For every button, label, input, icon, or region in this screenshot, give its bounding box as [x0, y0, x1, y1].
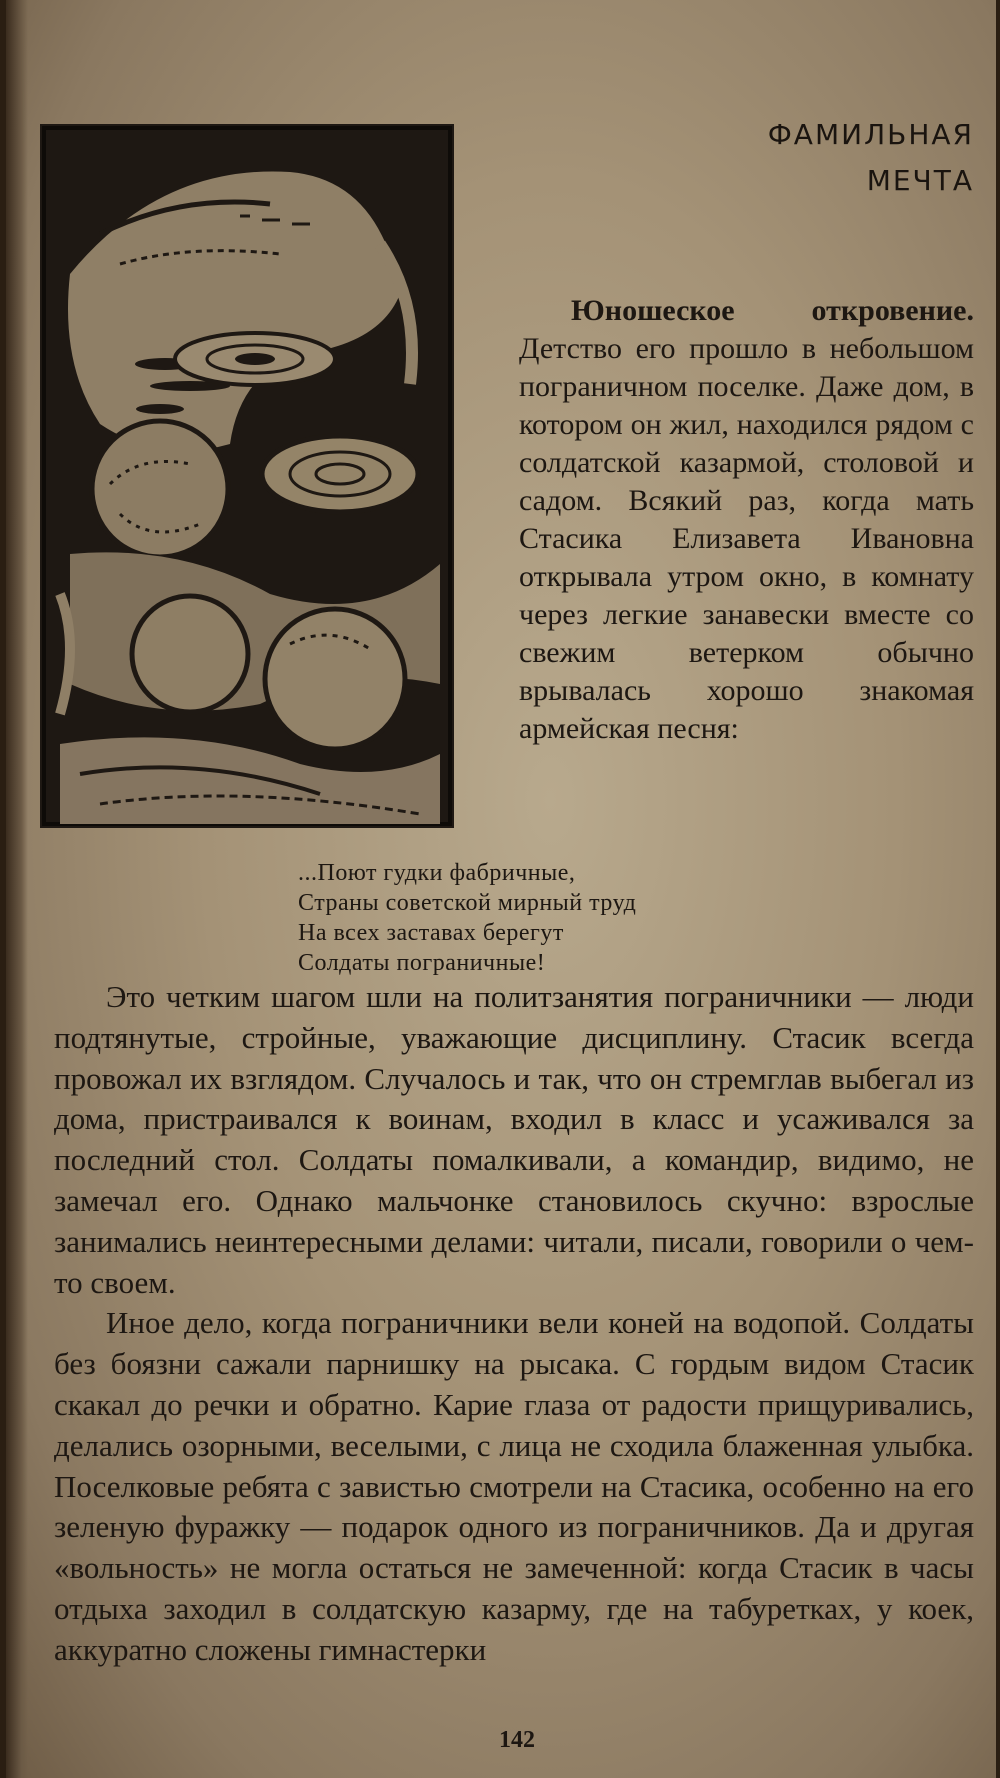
paragraph: Это четким шагом шли на политзанятия пограничники — люди подтянутые, стройные, уважающие дисциплину. Стасик всегда провожал их взглядом. Случалось и так, что он стремглав выбегал из дома, пристраивался к воинам, входил в класс и усаживался за последний стол. Солдаты помалкивали, а командир, видимо, не замечал его. Однако мальчонке становилось скучно: взрослые занимались неинтересными делами: читали, писали, говорили о чем-то своем.: [54, 979, 974, 1300]
book-page: [6, 0, 996, 1778]
section-lead: Юношеское откровение.: [571, 294, 974, 327]
poem-line: На всех заставах берегут: [298, 920, 564, 946]
woodcut-illustration: [40, 124, 454, 828]
page-number: 142: [499, 1727, 535, 1753]
chapter-heading-line-1: ФАМИЛЬНАЯ: [767, 118, 974, 151]
book-spine-shadow: [6, 0, 28, 1778]
column-paragraph: [519, 292, 974, 748]
poem-line: Солдаты пограничные!: [298, 950, 546, 976]
column-body: Детство его прошло в небольшом пограничном поселке. Даже дом, в котором он жил, находился рядом с солдатской казармой, столовой и садом. Всякий раз, когда мать Стасика Елизавета Ивановна открывала утром окно, в комнату через легкие занавески вместе со свежим ветерком обычно врывалась хорошо знакомая армейская песня:: [519, 332, 974, 745]
chapter-heading: [768, 112, 974, 204]
poem-line: ...Поют гудки фабричные,: [298, 860, 576, 886]
chapter-heading-line-2: МЕЧТА: [866, 164, 974, 197]
poem-quote: [298, 858, 636, 978]
poem-line: Страны советской мирный труд: [298, 890, 637, 916]
paragraph: Иное дело, когда пограничники вели коней на водопой. Солдаты без боязни сажали парнишку на рысака. С гордым видом Стасик скакал до речки и обратно. Карие глаза от радости прищуривались, делались озорными, веселыми, с лица не сходила блаженная улыбка. Поселковые ребята с завистью смотрели на Стасика, особенно на его зеленую фуражку — подарок одного из пограничников. Да и другая «вольность» не могла остаться не замеченной: когда Стасик в часы отдыха заходил в солдатскую казарму, где на табуретках, у коек, аккуратно сложены гимнастерки: [54, 1305, 974, 1667]
column-text: [519, 292, 974, 748]
body-text: [54, 977, 974, 1671]
